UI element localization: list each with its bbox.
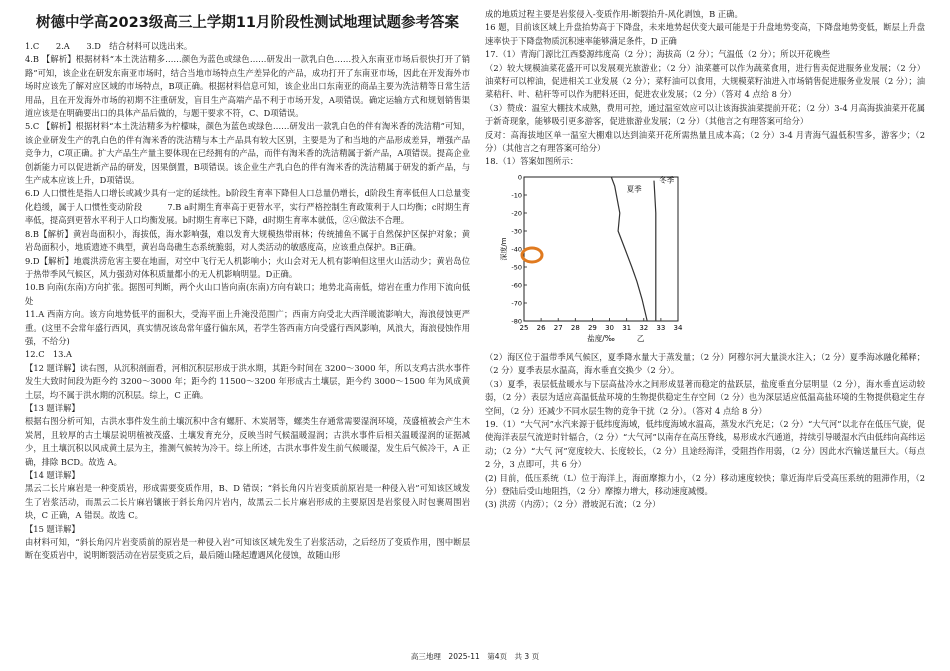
- paragraph: 8.B【解析】黄岩岛面积小，海拔低，海水影响强，难以发育大规模热带雨林；传统捕鱼不属于自然保护区保护对象；黄岩岛面积小，地质遗迹不典型，黄岩岛岛礁生态系统脆弱，对人类活动的敏感度高，应该重点保护。B正确。: [25, 228, 470, 253]
- chart-series: [611, 177, 656, 321]
- paragraph: 黑云二长片麻岩是一种变质岩，形成需要变质作用，B、D 错误；“斜长角闪片岩变质前原岩是一种侵入岩”可知该区域发生了岩浆活动，而黑云二长片麻岩镶嵌于斜长角闪片岩内，故黑云二长片麻岩形成的主要原因是岩浆侵入时包裹周围岩块，C 正确，A 错误。故选 C。: [25, 483, 470, 521]
- paragraph: 18.（1）答案如图所示：: [485, 156, 579, 167]
- y-tick-label: -50: [511, 263, 522, 272]
- x-tick-label: 32: [639, 323, 649, 332]
- salinity-chart-svg: [500, 171, 700, 349]
- y-tick-label: -40: [511, 245, 522, 254]
- y-axis-label: 深度/m: [500, 237, 508, 261]
- paragraph: 4.B 【解析】根据材料“本土洗洁精多……颜色为蓝色或绿色……研发出一款乳白色……投入东南亚市场后很快打开了销路”可知，该企业在研发东南亚市场时，结合当地市场特点生产差异化的产品，成功打开了东南亚市场，因此在开发海外市场时应该先了解对应区域的市场特点，B项正确。根据材料信息可知，该企业出口东南亚的商品主要为洗洁精等日常生活用品，且在开发海外市场的初期不注重研发，盲目生产高端产品不利于市场开发，A项错误。确定运输方式和规划销售渠道应该是在明确要出口的具体产品后做的，与题干要求不符，C、D项错误。: [25, 54, 470, 119]
- y-tick-label: -80: [511, 317, 522, 326]
- y-tick-label: -60: [511, 281, 522, 290]
- paragraph: 成的地质过程主要是岩浆侵入-变质作用-断裂抬升-风化剥蚀，B 正确。: [485, 9, 743, 19]
- salinity-chart: [500, 171, 700, 349]
- series-label-summer: 夏季: [626, 184, 642, 194]
- paragraph: 1.C 2.A 3.D 结合材料可以选出来。: [25, 41, 193, 51]
- x-tick-label: 31: [622, 323, 632, 332]
- paragraph: 19.（1）“大气河”水汽来源于低纬度海域，低纬度海域水温高，蒸发水汽充足；（2 分）“大气河”以北存在低压气旋，促使海洋表层气流逆时针辐合，（2 分）“大气河”以南存在高压脊线，易形成水汽通道，持续引导暖湿水汽由低纬向高纬运动；（2 分）“大气 河”宽度较大、长度较长，（2 分）且途经海洋，受阻挡作用弱，（2 分）因此水汽输送量巨大。（每点 2 分，3 点即可，共 6 分）: [485, 418, 925, 470]
- paragraph: 由材料可知，“斜长角闪片岩变质前的原岩是一种侵入岩”可知该区域先发生了岩浆活动，之后经历了变质作用，图中断层断在变质岩中，说明断裂活动在岩层变质之后，最后随山隆起遭遇风化侵蚀，故随山形: [25, 537, 470, 561]
- x-tick-label: 29: [587, 323, 597, 332]
- x-tick-label: 26: [536, 323, 546, 332]
- paragraph: 【15 题详解】: [25, 523, 80, 534]
- series-line-summer: [611, 177, 647, 321]
- highlight-circle: [522, 248, 542, 262]
- y-tick-label: -70: [511, 299, 522, 308]
- paragraph: 6.D 人口惯性是指人口增长或减少具有一定的延续性。b阶段生育率下降但人口总量仍增长，d阶段生育率低但人口总量变化趋缓，属于人口惯性变动阶段 7.B a时期生育率高于更替水平，实行严格控制生育政策利于人口均衡；c时期生育率低，提高到更替水平利于人口均衡发展。b时期生育率已下降，d时期生育率本就低，②④做法不合理。: [25, 188, 470, 226]
- paragraph: （3）赞成：温室大棚技术成熟，费用可控，通过温室效应可以让该海拔油菜提前开花；（2 分）3-4 月高海拔油菜开花属于新奇现象，能够吸引更多游客，促进旅游业发展；（2 分）（其他言之有理答案可给分）: [485, 102, 925, 127]
- left-column: [25, 8, 470, 563]
- y-tick-label: -30: [511, 227, 522, 236]
- y-tick-label: 0: [517, 173, 522, 182]
- x-tick-label: 34: [673, 323, 683, 332]
- page-title: 树德中学高2023级高三上学期11月阶段性测试地理试题参考答案: [35, 15, 460, 31]
- paragraph: （2）海区位于温带季风气候区，夏季降水量大于蒸发量；（2 分）阿穆尔河大量淡水注入；（2 分）夏季海冰融化稀释；（2 分）夏季表层水温高，海水垂直交换少（2 分）。: [485, 351, 925, 376]
- x-tick-label: 33: [656, 323, 666, 332]
- paragraph: 16 题，目前该区域上升盘抬势高于下降盘，未来地势起伏变大最可能是于升盘地势变高，下降盘地势变低，断层上升盘速率快于下降盘物质沉积速率能够满足条件，D 正确: [485, 22, 925, 46]
- x-tick-label: 30: [605, 323, 615, 332]
- right-column: [485, 8, 925, 512]
- chart-annotation: 乙: [636, 333, 645, 343]
- paragraph: （3）夏季，表层低盐暖水与下层高盐冷水之间形成显著而稳定的盐跃层，盐度垂直分层明显（2 分），海水垂直运动较弱，（2 分）表层为适应高温低盐环境的生物提供稳定生存空间（2 分）也为深层适应低温高盐环境的生物提供稳定生存空间，（2 分）还减少不同水层生物的竞争干扰（2 分）。（答对 4 点给 8 分）: [485, 378, 925, 416]
- paragraph: 反对：高海拔地区单一温室大棚难以达到油菜开花所需热量且成本高；（2 分）3-4 月青海气温低积雪多，游客少；（2 分）（其他言之有理答案可给分）: [485, 129, 925, 154]
- y-tick-label: -20: [511, 209, 522, 218]
- y-tick-label: -10: [511, 191, 522, 200]
- paragraph: （2）较大规模油菜花盛开可以发展观光旅游业；（2 分）油菜薹可以作为蔬菜食用，进行售卖促进服务业发展；（2 分）油菜籽可以榨油，促进相关工业发展（2 分）；菜籽油可以食用，大规模菜籽油进入市场销售促进服务业发展（2 分）；油菜秸秆、叶、秸秆等可以作为肥料还田，促进农业发展；（2 分）（答对 4 点给 8 分）: [485, 62, 925, 100]
- paragraph: 9.D【解析】地震洪涝危害主要在地面，对空中飞行无人机影响小；火山会对无人机有影响但这里火山活动少；黄岩岛位于热带季风气候区，风力强劲对体积质量都小的无人机影响明显。D正确。: [25, 255, 470, 279]
- paragraph: 【14 题详解】: [25, 470, 80, 480]
- x-axis-label: 盐度/‰: [587, 333, 615, 343]
- paragraph: 【12 题详解】读右图，从沉积剖面看，河相沉积层形成于洪水期，其距今时间在 3200～3000 年，所以支鸡古洪水事件发生大致时间段为距今约 3200～3000 年；距今约 11500～3200 年形成古土壤层，距今约 3000～1500 年为风成黄土层，均不属于洪水期的沉积层。综上，C 正确。: [25, 362, 470, 400]
- paragraph: 17.（1）青海门源比江西婺源纬度高（2 分）；海拔高（2 分）；气温低（2 分）；所以开花晚些: [485, 49, 831, 60]
- paragraph: 根据右图分析可知，古洪水事件发生前土壤沉积中含有螺肝、木炭屑等，螺类生存通常需要湿润环境，茂盛植被会产生木炭屑，且较厚的古土壤层说明植被茂盛、土壤发育充分，反映当时气候温暖湿润；古洪水事件后相关温暖湿润的证据减少，且土壤沉积以风成黄土层为主，推测气候转为冷干。综上所述，古洪水事件发生前气候暖湿，发生后气候冷干，A 正确，排除 BCD。故选 A。: [25, 416, 470, 467]
- paragraph: 【13 题详解】: [25, 402, 80, 413]
- paragraph: 10.B 向南(东南)方向扩张。据图可判断，两个火山口皆向南(东南)方向有缺口；地势北高南低，熔岩在重力作用下流向低处: [25, 282, 470, 306]
- paragraph: (2) 目前，低压系统（L）位于海洋上，海面摩擦力小，（2 分）移动速度较快；靠近海岸后受高压系统的阻滞作用，（2 分）登陆后受山地阻挡，（2 分）摩擦力增大，移动速度减慢。: [485, 472, 925, 496]
- paragraph: 5.C 【解析】根据材料“本土洗洁精多为柠檬味，颜色为蓝色或绿色……研发出一款乳白色的伴有淘米香的洗洁精”可知，该企业研发生产的乳白色的伴有淘米香的洗洁精与本土产品具有较大区别，主要是为了和当地的产品形成差异，增强产品竞争力，C项正确。扩大产品生产量主要体现在已经拥有的产品，而伴有淘米香的洗洁精属于新产品，A项错误。提高企业创新能力可以促进新产品的研发，因果倒置，B项错误。该企业生产乳白色的伴有淘米香的洗洁精属于研发的新产品，与生产成本应该上升，D项错误。: [25, 121, 470, 186]
- series-line-winter: [654, 180, 656, 320]
- paragraph: 11.A 西南方向。该方向地势低平的面积大，受海平面上升淹没范围广；西南方向受北大西洋暖流影响大，海浪侵蚀更严重。(这里不会常年盛行西风，真实情况该岛常年盛行偏东风，若学生答西南方向受盛行西风影响，风浪大，海浪侵蚀作用强，不给分): [25, 309, 470, 346]
- x-tick-label: 25: [519, 323, 529, 332]
- page-footer: 高三地理 2025-11 第4页 共 3 页: [410, 652, 540, 661]
- x-tick-label: 28: [570, 323, 580, 332]
- x-tick-label: 27: [553, 323, 563, 332]
- series-label-winter: 冬季: [659, 175, 675, 185]
- paragraph: 12.C 13.A: [25, 349, 73, 360]
- paragraph: (3) 洪涝（内涝）；（2 分）滑坡泥石流；（2 分）: [485, 499, 661, 510]
